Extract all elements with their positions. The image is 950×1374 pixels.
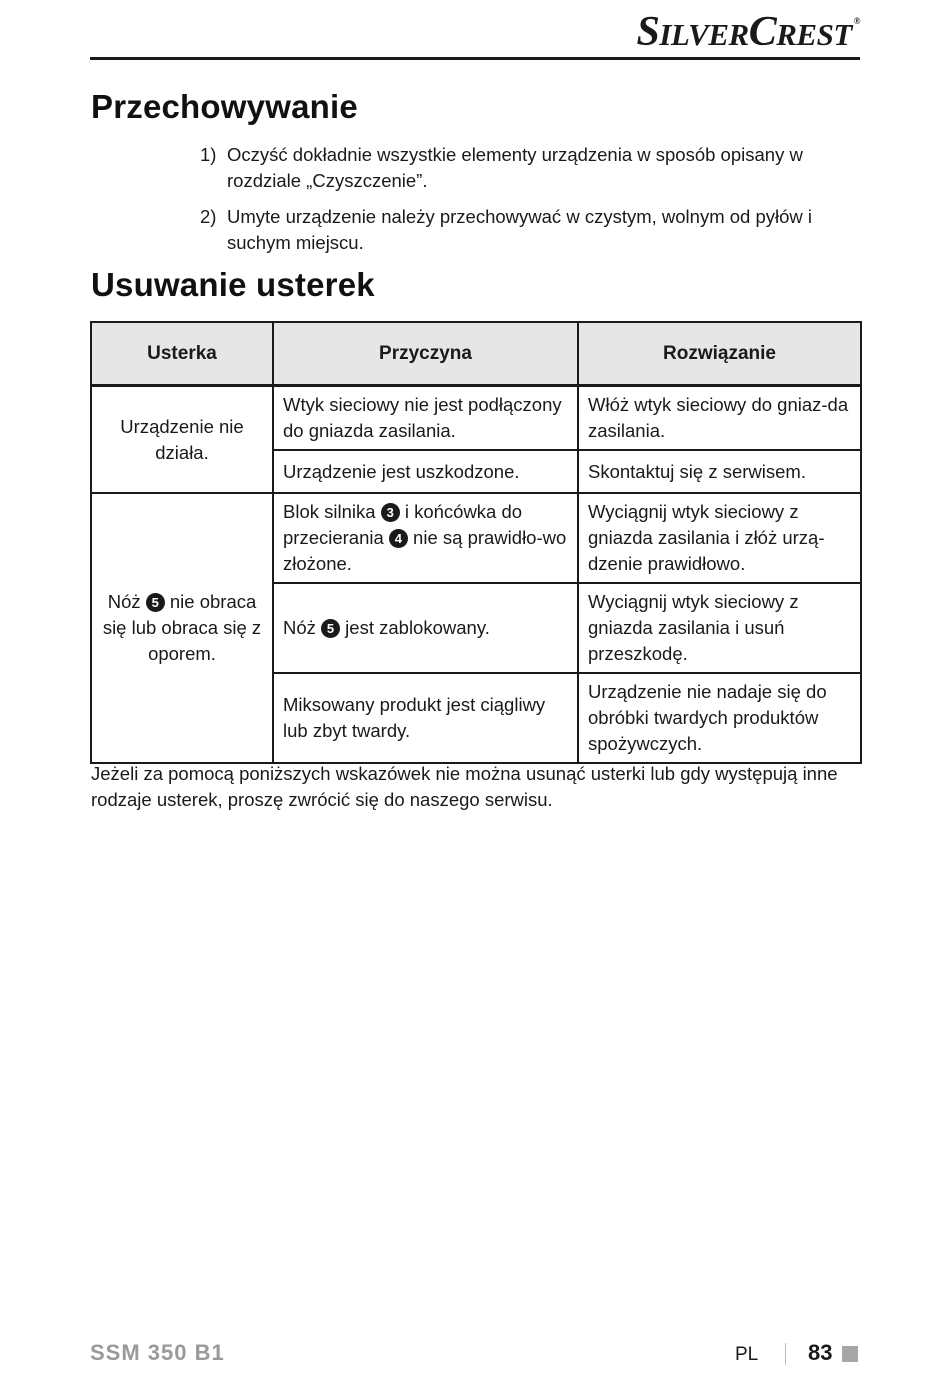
cause-text: jest zablokowany. bbox=[340, 617, 490, 638]
step-number: 2) bbox=[200, 206, 217, 227]
logo-letter: C bbox=[748, 9, 777, 55]
part-number-badge: 3 bbox=[381, 503, 400, 522]
step-number: 1) bbox=[200, 144, 217, 165]
fault-cell bbox=[91, 493, 273, 763]
logo-text: ILVER bbox=[659, 17, 749, 52]
fault-text: Nóż bbox=[107, 591, 146, 612]
cause-cell: Urządzenie jest uszkodzone. bbox=[273, 450, 578, 493]
footer-language: PL bbox=[735, 1344, 759, 1365]
cause-text: i końcówka do przecierania bbox=[283, 501, 523, 548]
cause-text: nie są prawidło-wo złożone. bbox=[283, 527, 567, 574]
logo-letter: S bbox=[636, 9, 660, 55]
table-header-row bbox=[91, 322, 861, 386]
solution-cell: Wyciągnij wtyk sieciowy z gniazda zasilania i usuń przeszkodę. bbox=[578, 583, 861, 673]
storage-step bbox=[200, 142, 840, 194]
troubleshooting-table bbox=[90, 321, 862, 764]
column-header-cause: Przyczyna bbox=[273, 322, 578, 386]
step-text: Umyte urządzenie należy przechowywać w czystym, wolnym od pyłów i suchym miejscu. bbox=[227, 206, 813, 253]
fault-cell: Urządzenie nie działa. bbox=[91, 386, 273, 494]
header-divider bbox=[90, 57, 860, 60]
solution-cell: Urządzenie nie nadaje się do obróbki twardych produktów spożywczych. bbox=[578, 673, 861, 763]
table-row bbox=[91, 493, 861, 583]
column-header-fault: Usterka bbox=[91, 322, 273, 386]
cause-text: Nóż bbox=[283, 617, 322, 638]
footer-model: SSM 350 B1 bbox=[90, 1340, 225, 1365]
column-header-solution: Rozwiązanie bbox=[578, 322, 861, 386]
registered-mark: ® bbox=[853, 16, 860, 26]
cause-cell: Miksowany produkt jest ciągliwy lub zbyt twardy. bbox=[273, 673, 578, 763]
section-title-storage: Przechowywanie bbox=[91, 88, 358, 125]
table-row bbox=[91, 386, 861, 451]
part-number-badge: 5 bbox=[146, 593, 165, 612]
solution-cell: Skontaktuj się z serwisem. bbox=[578, 450, 861, 493]
cause-cell bbox=[273, 493, 578, 583]
footer-square-mark bbox=[842, 1346, 858, 1362]
service-note: Jeżeli za pomocą poniższych wskazówek nie można usunąć usterki lub gdy występują inne rodzaje usterek, proszę zwrócić się do naszego serwisu. bbox=[91, 763, 838, 810]
cause-cell bbox=[273, 583, 578, 673]
footer-separator bbox=[785, 1343, 786, 1365]
storage-step bbox=[200, 204, 840, 256]
fault-text: nie obraca się lub obraca się z oporem. bbox=[102, 591, 262, 664]
cause-text: Blok silnika bbox=[283, 501, 381, 522]
solution-cell: Włóż wtyk sieciowy do gniaz-da zasilania. bbox=[578, 386, 861, 451]
page-number: 83 bbox=[808, 1340, 833, 1365]
brand-logo bbox=[636, 8, 860, 56]
section-title-troubleshooting: Usuwanie usterek bbox=[91, 266, 375, 303]
part-number-badge: 5 bbox=[321, 619, 340, 638]
cause-cell: Wtyk sieciowy nie jest podłączony do gniazda zasilania. bbox=[273, 386, 578, 451]
part-number-badge: 4 bbox=[389, 529, 408, 548]
logo-text: REST bbox=[776, 17, 852, 52]
step-text: Oczyść dokładnie wszystkie elementy urządzenia w sposób opisany w rozdziale „Czyszczenie”. bbox=[227, 144, 803, 191]
solution-cell: Wyciągnij wtyk sieciowy z gniazda zasilania i złóż urzą-dzenie prawidłowo. bbox=[578, 493, 861, 583]
